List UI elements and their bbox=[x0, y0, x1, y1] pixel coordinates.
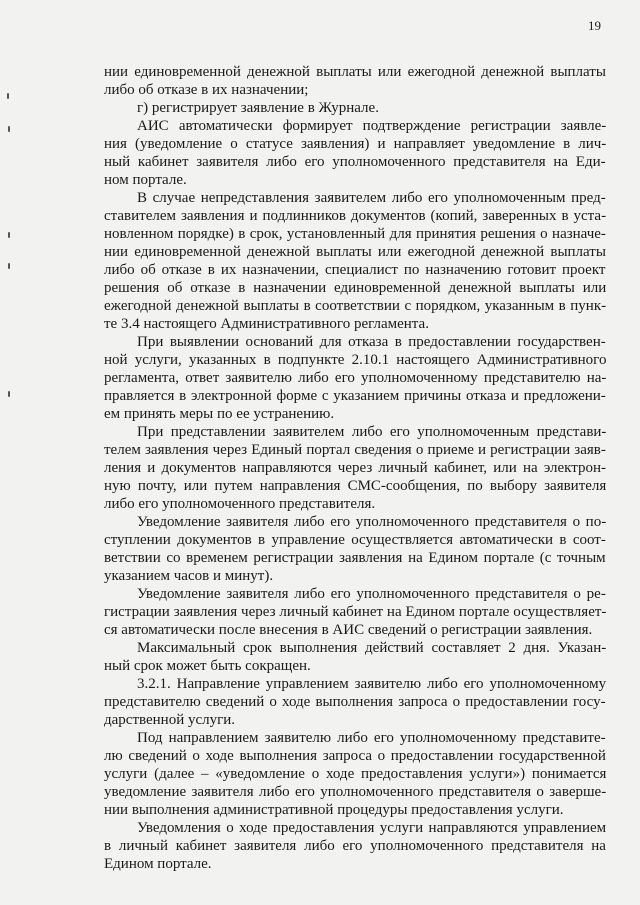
text-line: ния (уведомление о статусе заявления) и направляет уведомление в лич- bbox=[104, 136, 607, 152]
text-line: указанием часов и минут). bbox=[104, 568, 274, 584]
text-line: Под направлением заявителю либо его уполномоченному представите- bbox=[137, 730, 606, 746]
text-line: ветствии со временем регистрации заявления на Едином портале (с точным bbox=[104, 550, 606, 566]
text-line: Уведомление заявителя либо его уполномоченного представителя о ре- bbox=[137, 586, 606, 602]
text-line: либо его уполномоченного представителя. bbox=[104, 496, 376, 512]
text-line: телем заявления через Единый портал сведения о приеме и регистрации заяв- bbox=[104, 442, 606, 458]
text-line: ся автоматически после внесения в АИС сведений о регистрации заявления. bbox=[104, 622, 593, 638]
text-line: При выявлении оснований для отказа в предоставлении государствен- bbox=[137, 334, 606, 350]
text-line: нии единовременной денежной выплаты или ежегодной денежной выплаты bbox=[104, 244, 606, 260]
text-line: лю сведений о ходе выполнения запроса о предоставлении государственной bbox=[104, 748, 606, 764]
text-line: в личный кабинет заявителя либо его уполномоченного представителя на bbox=[104, 838, 606, 854]
scan-mark bbox=[8, 263, 10, 269]
text-line: 3.2.1. Направление управлением заявителю либо его уполномоченному bbox=[137, 676, 607, 692]
scan-mark bbox=[8, 232, 10, 238]
scan-mark bbox=[8, 391, 10, 397]
text-line: В случае непредставления заявителем либо его уполномоченным пред- bbox=[137, 190, 606, 206]
text-line: дарственной услуги. bbox=[104, 712, 236, 728]
text-line: ежегодной денежной выплаты в соответствии с порядком, указанным в пунк- bbox=[104, 298, 607, 314]
text-line: правляется в электронной форме с указанием причины отказа и предложени- bbox=[104, 388, 606, 404]
text-line: те 3.4 настоящего Административного регламента. bbox=[104, 316, 429, 332]
text-line: либо об отказе в их назначении; bbox=[104, 82, 309, 98]
text-line: ставителем заявления и подлинников документов (копий, заверенных в уста- bbox=[104, 208, 607, 224]
text-line: АИС автоматически формирует подтверждение регистрации заявле- bbox=[137, 118, 607, 134]
text-line: либо об отказе в их назначении, специалист по назначению готовит проект bbox=[104, 262, 606, 278]
text-line: Уведомление заявителя либо его уполномоченного представителя о по- bbox=[137, 514, 607, 530]
text-line: г) регистрирует заявление в Журнале. bbox=[137, 100, 379, 116]
text-line: ный кабинет заявителя либо его уполномоченного представителя на Еди- bbox=[104, 154, 606, 170]
text-line: При представлении заявителем либо его уполномоченным представи- bbox=[137, 424, 607, 440]
text-line: уведомление заявителя либо его уполномоченного представителя о заверше- bbox=[104, 784, 607, 800]
text-line: регламента, ответ заявителю либо его уполномоченному представителю на- bbox=[104, 370, 607, 386]
page-number: 19 bbox=[588, 18, 601, 33]
text-line: услуги (далее – «уведомление о ходе предоставления услуги») понимается bbox=[104, 766, 607, 782]
text-line: Максимальный срок выполнения действий составляет 2 дня. Указан- bbox=[137, 640, 607, 656]
text-line: нии единовременной денежной выплаты или ежегодной денежной выплаты bbox=[104, 64, 606, 80]
text-line: ную почту, или путем направления СМС-сообщения, по выбору заявителя bbox=[104, 478, 607, 494]
text-line: Уведомления о ходе предоставления услуги направляются управлением bbox=[137, 820, 607, 836]
text-line: ступлении документов в управление осуществляется автоматически в соот- bbox=[104, 532, 606, 548]
text-line: ном портале. bbox=[104, 172, 187, 188]
scan-mark bbox=[8, 126, 10, 132]
text-line: ем принять меры по ее устранению. bbox=[104, 406, 335, 422]
text-line: ления и документов направляются через личный кабинет, или на электрон- bbox=[104, 460, 607, 476]
scan-mark bbox=[7, 93, 9, 99]
text-line: ный срок может быть сокращен. bbox=[104, 658, 311, 674]
text-line: решения об отказе в назначении единовременной денежной выплаты или bbox=[104, 280, 607, 296]
text-line: новленном порядке) в срок, установленный для принятия решения о назначе- bbox=[104, 226, 606, 242]
text-line: ной услуги, указанных в подпункте 2.10.1 настоящего Административного bbox=[104, 352, 607, 368]
text-line: представителю сведений о ходе выполнения запроса о предоставлении госу- bbox=[104, 694, 606, 710]
text-line: нии выполнения административной процедуры предоставления услуги. bbox=[104, 802, 564, 818]
text-line: Едином портале. bbox=[104, 856, 212, 872]
text-line: гистрации заявления через личный кабинет на Едином портале осуществляет- bbox=[104, 604, 607, 620]
